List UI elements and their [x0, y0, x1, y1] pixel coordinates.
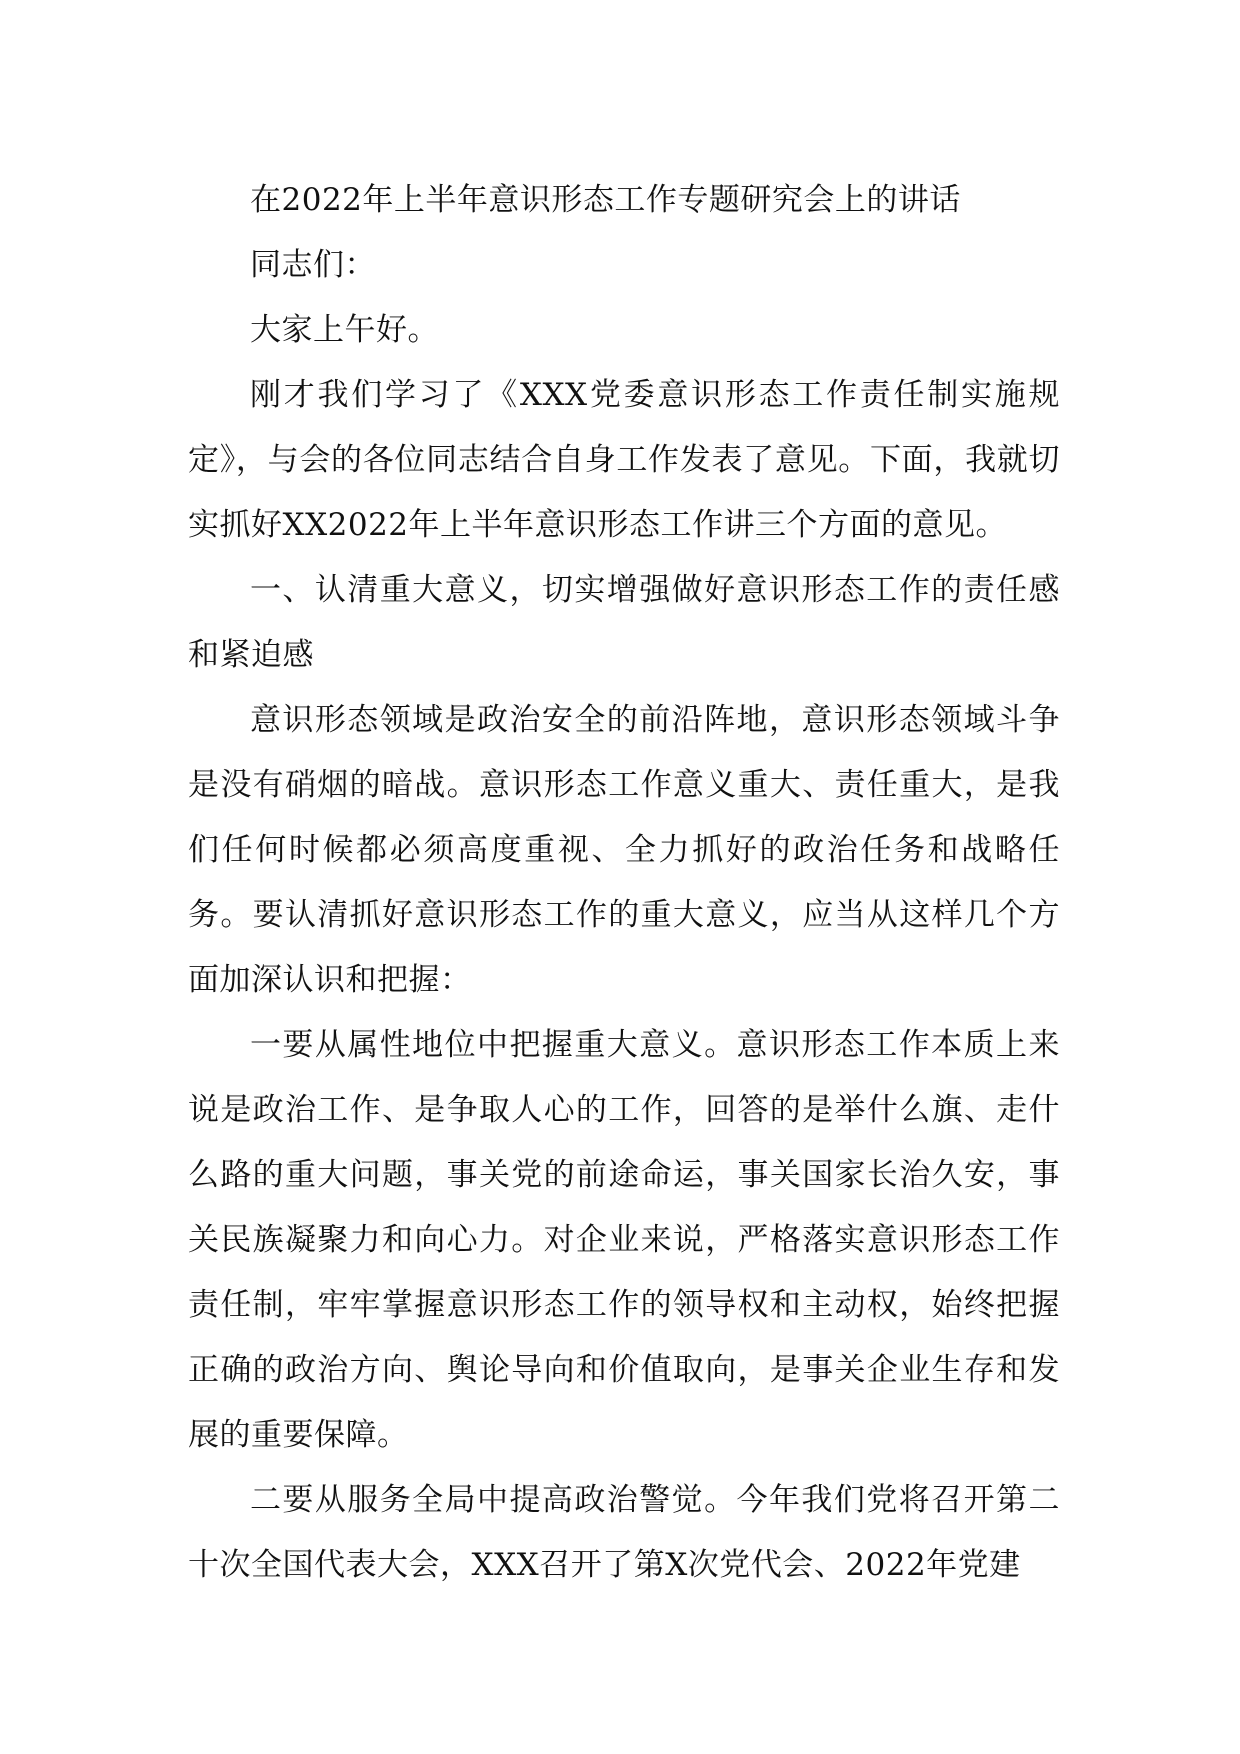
- document-body: [188, 168, 1060, 1598]
- paragraph-intro: 刚才我们学习了《XXX党委意识形态工作责任制实施规定》，与会的各位同志结合自身工作发表了意见。下面，我就切实抓好XX2022年上半年意识形态工作讲三个方面的意见。: [188, 377, 1060, 543]
- paragraph-body-2: 一要从属性地位中把握重大意义。意识形态工作本质上来说是政治工作、是争取人心的工作，回答的是举什么旗、走什么路的重大问题，事关党的前途命运，事关国家长治久安，事关民族凝聚力和向心力。对企业来说，严格落实意识形态工作责任制，牢牢掌握意识形态工作的领导权和主动权，始终把握正确的政治方向、舆论导向和价值取向，是事关企业生存和发展的重要保障。: [188, 1027, 1060, 1453]
- section-heading-1: 一、认清重大意义，切实增强做好意识形态工作的责任感和紧迫感: [188, 572, 1060, 673]
- paragraph-body-1: 意识形态领域是政治安全的前沿阵地，意识形态领域斗争是没有硝烟的暗战。意识形态工作意义重大、责任重大，是我们任何时候都必须高度重视、全力抓好的政治任务和战略任务。要认清抓好意识形态工作的重大意义，应当从这样几个方面加深认识和把握：: [188, 702, 1060, 998]
- greeting: 同志们：: [250, 247, 376, 283]
- paragraph-body-3: 二要从服务全局中提高政治警觉。今年我们党将召开第二十次全国代表大会，XXX召开了第X次党代会、2022年党建: [188, 1482, 1060, 1583]
- salutation: 大家上午好。: [250, 312, 439, 348]
- document-title: 在2022年上半年意识形态工作专题研究会上的讲话: [250, 182, 961, 218]
